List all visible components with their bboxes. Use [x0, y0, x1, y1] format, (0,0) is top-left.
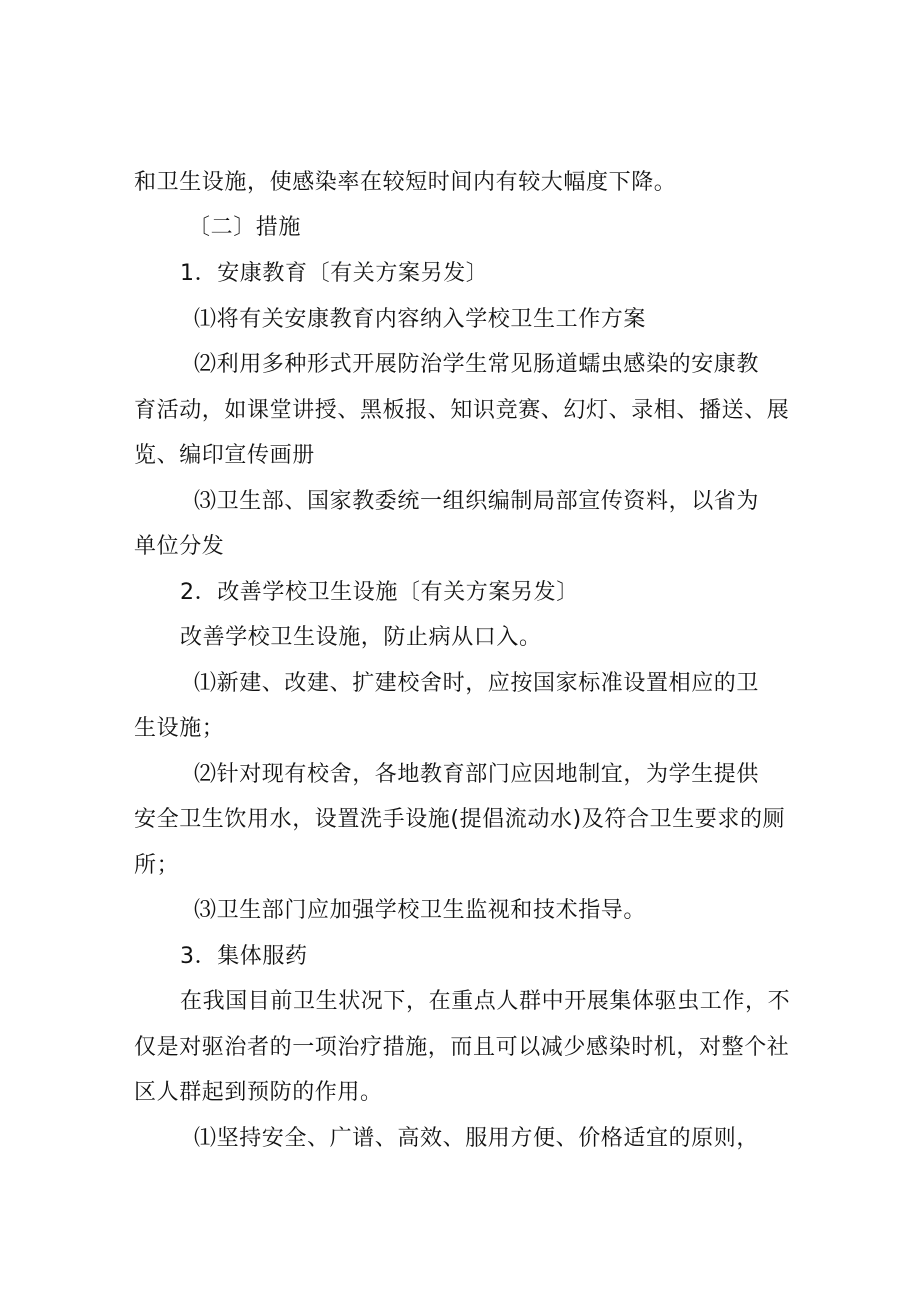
sub-item-2-1: ⑴新建、改建、扩建校舍时，应按国家标准设置相应的卫	[194, 671, 760, 696]
item-heading-1: 1．安康教育〔有关方案另发〕	[180, 261, 489, 286]
sub-item-2-2-cont: 安全卫生饮用水，设置洗手设施(提倡流动水)及符合卫生要求的厕	[134, 807, 786, 832]
sub-item-3-1: ⑴坚持安全、广谱、高效、服用方便、价格适宜的原则，	[194, 1126, 760, 1151]
sub-item-2-2: ⑵针对现有校舍，各地教育部门应因地制宜，为学生提供	[194, 762, 760, 787]
sub-item-1-2-cont: 育活动，如课堂讲授、黑板报、知识竞赛、幻灯、录相、播送、展	[134, 398, 790, 423]
sub-item-1-2-cont: 览、编印宣传画册	[134, 443, 315, 468]
sub-item-1-3-cont: 单位分发	[134, 534, 225, 559]
section-heading-measures: 〔二〕措施	[188, 215, 302, 240]
text-line-continuation: 和卫生设施，使感染率在较短时间内有较大幅度下降。	[134, 170, 677, 195]
sub-item-2-1-cont: 生设施；	[134, 716, 225, 741]
paragraph: 改善学校卫生设施，防止病从口入。	[180, 625, 542, 650]
item-heading-2: 2．改善学校卫生设施〔有关方案另发〕	[180, 580, 579, 605]
sub-item-2-3: ⑶卫生部门应加强学校卫生监视和技术指导。	[194, 898, 647, 923]
item-heading-3: 3．集体服药	[180, 944, 308, 969]
sub-item-1-3: ⑶卫生部、国家教委统一组织编制局部宣传资料，以省为	[194, 489, 760, 514]
paragraph-cont: 仅是对驱治者的一项治疗措施，而且可以减少感染时机，对整个社	[134, 1035, 790, 1060]
sub-item-1-2: ⑵利用多种形式开展防治学生常见肠道蠕虫感染的安康教	[194, 352, 760, 377]
sub-item-1-1: ⑴将有关安康教育内容纳入学校卫生工作方案	[194, 307, 647, 332]
paragraph-cont: 区人群起到预防的作用。	[134, 1080, 383, 1105]
sub-item-2-2-cont: 所；	[134, 853, 180, 878]
paragraph: 在我国目前卫生状况下，在重点人群中开展集体驱虫工作，不	[180, 989, 791, 1014]
